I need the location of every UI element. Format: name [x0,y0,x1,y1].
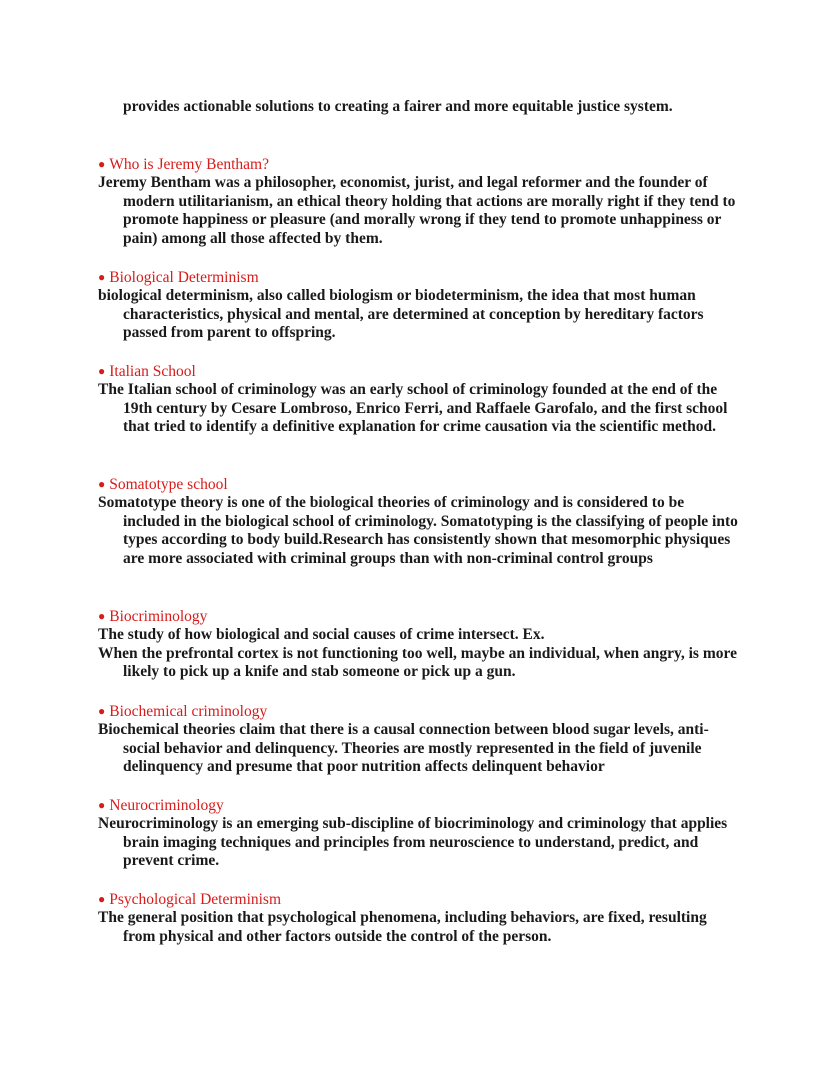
entry-heading-text: Biological Determinism [109,269,259,286]
bullet-icon: ● [98,270,106,284]
entry-definition: The Italian school of criminology was an early school of criminology founded at the end of the 19th century by Cesare Lombroso, Enrico Ferri, and Raffaele Garofalo, and the first school that tried to identify a definitive explanation for crime causation via the scientific method. [98,381,728,436]
entry-heading [98,607,738,626]
bullet-icon: ● [98,798,106,812]
entry-heading [98,702,738,721]
bullet-icon: ● [98,364,106,378]
entry-definition: Somatotype theory is one of the biological theories of criminology and is considered to be included in the biological school of criminology. Somatotyping is the classifying of people into types according to body build.Research has consistently shown that mesomorphic physiques are more associated with criminal groups than with non-criminal control groups [98,494,738,568]
entry-italian-school [98,362,738,437]
bullet-icon: ● [98,892,106,906]
entry-jeremy-bentham [98,155,738,249]
entry-definition: Jeremy Bentham was a philosopher, economist, jurist, and legal reformer and the founder of modern utilitarianism, an ethical theory holding that actions are morally right if they tend to promote happiness or pleasure (and morally wrong if they tend to promote unhappiness or pain) among all those affected by them. [98,174,736,248]
entry-heading [98,475,738,494]
entry-heading-text: Biochemical criminology [109,703,268,720]
entry-definition: The general position that psychological phenomena, including behaviors, are fixed, resulting from physical and other factors outside the control of the person. [98,909,707,945]
bullet-icon: ● [98,704,106,718]
entry-biochemical-criminology [98,702,738,777]
entry-heading-text: Psychological Determinism [109,891,282,908]
entry-heading [98,268,738,287]
entry-neurocriminology [98,796,738,871]
entry-definition: biological determinism, also called biologism or biodeterminism, the idea that most human characteristics, physical and mental, are determined at conception by hereditary factors passed from parent to offspring. [98,287,704,342]
entry-heading [98,796,738,815]
bullet-icon: ● [98,157,106,171]
entry-biological-determinism [98,268,738,343]
entry-heading [98,362,738,381]
entry-definition: The study of how biological and social causes of crime intersect. Ex. [98,626,545,643]
entry-definition: Biochemical theories claim that there is a causal connection between blood sugar levels, anti-social behavior and delinquency. Theories are mostly represented in the field of juvenile delinquency and presume that poor nutrition affects delinquent behavior [98,721,709,776]
bullet-icon: ● [98,477,106,491]
entry-definition: Neurocriminology is an emerging sub-discipline of biocriminology and criminology that applies brain imaging techniques and principles from neuroscience to understand, predict, and prevent crime. [98,815,728,870]
entry-heading-text: Neurocriminology [109,797,224,814]
entry-heading-text: Italian School [109,363,196,380]
entry-psychological-determinism [98,890,738,946]
entry-heading [98,155,738,174]
entry-somatotype-school [98,475,738,569]
entry-heading-text: Biocriminology [109,608,208,625]
entry-definition: When the prefrontal cortex is not functioning too well, maybe an individual, when angry, is more likely to pick up a knife and stab someone or pick up a gun. [98,644,737,681]
intro-text: provides actionable solutions to creating a fairer and more equitable justice system. [123,98,673,115]
bullet-icon: ● [98,609,106,623]
entry-heading-text: Somatotype school [109,476,228,493]
entry-heading [98,890,738,909]
entry-heading-text: Who is Jeremy Bentham? [109,156,269,173]
entry-biocriminology [98,607,738,682]
